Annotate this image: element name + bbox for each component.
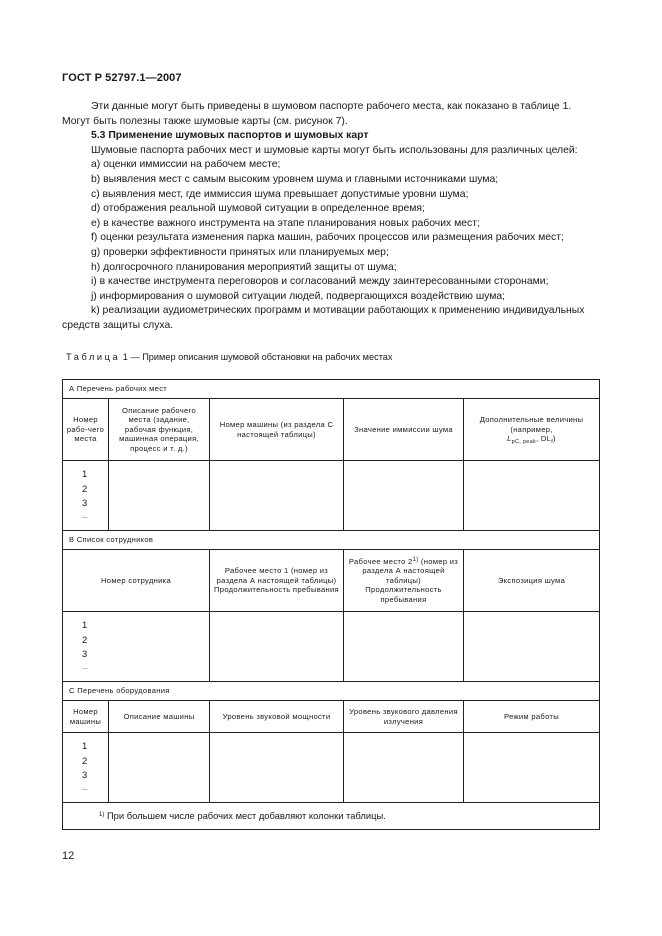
paragraph-intro: Эти данные могут быть приведены в шумовом паспорте рабочего места, как показано в таблице 1. Могут быть полезны также шумовые карты (см. рисунок 7). <box>62 101 572 127</box>
subscript-f: f <box>551 439 554 446</box>
row-number: 1 <box>82 619 88 630</box>
section-c-title: С Перечень оборудования <box>63 682 600 701</box>
row-number: 1 <box>82 468 88 479</box>
table-footnote <box>63 803 600 830</box>
col-immission-value: Значение иммиссии шума <box>344 399 464 461</box>
list-item: b) выявления мест с самым высоким уровнем шума и главными источниками шума; <box>91 173 499 185</box>
list-item: h) долгосрочного планирования мероприятий защиты от шума; <box>91 261 397 273</box>
section-b-data-row <box>63 612 600 682</box>
col-machine-id: Номер машины <box>63 701 109 733</box>
list-item: g) проверки эффективности принятых или планируемых мер; <box>91 246 389 258</box>
col-sound-pressure-level: Уровень звукового давления излучения <box>344 701 464 733</box>
col-additional-values <box>464 399 600 461</box>
col-workplace-1: Рабочее место 1 (номер из раздела А настоящей таблицы) Продолжительность пребывания <box>210 550 344 612</box>
body-text <box>62 100 602 334</box>
section-heading: 5.3 Применение шумовых паспортов и шумовых карт <box>91 130 369 142</box>
col-machine-description: Описание машины <box>109 701 210 733</box>
table-cell <box>344 612 464 682</box>
list-item: e) в качестве важного инструмента на этапе планирования новых рабочих мест; <box>91 217 480 229</box>
table-caption-text: 1 — Пример описания шумовой обстановки на рабочих местах <box>120 352 393 362</box>
section-a-header-row <box>63 399 600 461</box>
table-caption <box>66 352 393 362</box>
row-number-more: ... <box>82 664 88 672</box>
footnote-text: При большем числе рабочих мест добавляют колонки таблицы. <box>104 810 386 822</box>
additional-values-label: Дополнительные величины (например, <box>479 415 584 434</box>
section-c-header-row <box>63 701 600 733</box>
list-item: k) реализации аудиометрических программ и мотивации работающих к применению индивидуальных средств защиты слуха. <box>62 305 585 331</box>
col-sound-power-level: Уровень звуковой мощности <box>210 701 344 733</box>
row-number: 3 <box>82 769 88 781</box>
list-item: c) выявления мест, где иммиссия шума превышает допустимые уровни шума; <box>91 188 469 200</box>
row-numbers <box>63 612 210 682</box>
table-cell <box>109 461 210 531</box>
table-cell <box>464 733 600 803</box>
section-b-title: В Список сотрудников <box>63 531 600 550</box>
list-item: d) отображения реальной шумовой ситуации в определенное время; <box>91 203 425 215</box>
row-number: 2 <box>82 633 88 645</box>
col-noise-exposure: Экспозиция шума <box>464 550 600 612</box>
row-number: 1 <box>82 740 88 751</box>
workplace-2-detail: (номер из раздела А настоящей таблицы) Продолжительность пребывания <box>362 556 459 604</box>
col-workplace-description: Описание рабочего места (задание, рабочая функция, машинная операция, процесс и т. д.) <box>109 399 210 461</box>
row-number: 3 <box>82 497 88 509</box>
row-numbers <box>63 733 109 803</box>
table-cell <box>210 612 344 682</box>
table-cell <box>344 733 464 803</box>
symbol-dl: , DL <box>536 434 552 444</box>
section-b-header-row <box>63 550 600 612</box>
table-cell <box>464 461 600 531</box>
row-number: 2 <box>82 754 88 766</box>
list-item: i) в качестве инструмента переговоров и согласований между заинтересованными сторонами; <box>91 276 549 288</box>
workplace-2-label: Рабочее место 2 <box>348 556 413 566</box>
page-number: 12 <box>62 850 75 862</box>
closing-paren: ) <box>553 434 556 444</box>
row-number-more: ... <box>82 785 88 793</box>
list-item: a) оценки иммиссии на рабочем месте; <box>91 159 281 171</box>
list-item: j) информирования о шумовой ситуации людей, подвергающихся воздействию шума; <box>91 290 506 302</box>
document-header: ГОСТ Р 52797.1—2007 <box>62 72 182 84</box>
symbol-l: L <box>507 434 512 444</box>
table-caption-label: Таблица <box>66 352 121 362</box>
table-cell <box>464 612 600 682</box>
col-operating-mode: Режим работы <box>464 701 600 733</box>
section-b-title-row <box>63 531 600 550</box>
table-cell <box>210 461 344 531</box>
footnote-mark: 1) <box>99 812 105 819</box>
section-a-title-row <box>63 380 600 399</box>
paragraph-purposes: Шумовые паспорта рабочих мест и шумовые карты могут быть использованы для различных целей: <box>91 144 578 156</box>
table-cell <box>344 461 464 531</box>
section-c-title-row <box>63 682 600 701</box>
section-c-data-row <box>63 733 600 803</box>
noise-description-table <box>62 379 600 830</box>
col-employee-number: Номер сотрудника <box>63 550 210 612</box>
row-numbers <box>63 461 109 531</box>
col-workplace-2 <box>344 550 464 612</box>
col-workplace-number: Номер рабо-чего места <box>63 399 109 461</box>
row-number: 2 <box>82 482 88 494</box>
row-number: 3 <box>82 648 88 660</box>
table-cell <box>210 733 344 803</box>
subscript-pc-peak: pC, peak <box>511 439 537 446</box>
section-a-data-row <box>63 461 600 531</box>
list-item: f) оценки результата изменения парка машин, рабочих процессов или размещения рабочих мест; <box>91 232 564 244</box>
section-a-title: А Перечень рабочих мест <box>63 380 600 399</box>
table-cell <box>109 733 210 803</box>
footnote-row <box>63 803 600 830</box>
footnote-ref: 1) <box>412 556 419 563</box>
row-number-more: ... <box>82 513 88 521</box>
col-machine-number: Номер машины (из раздела С настоящей таблицы) <box>210 399 344 461</box>
